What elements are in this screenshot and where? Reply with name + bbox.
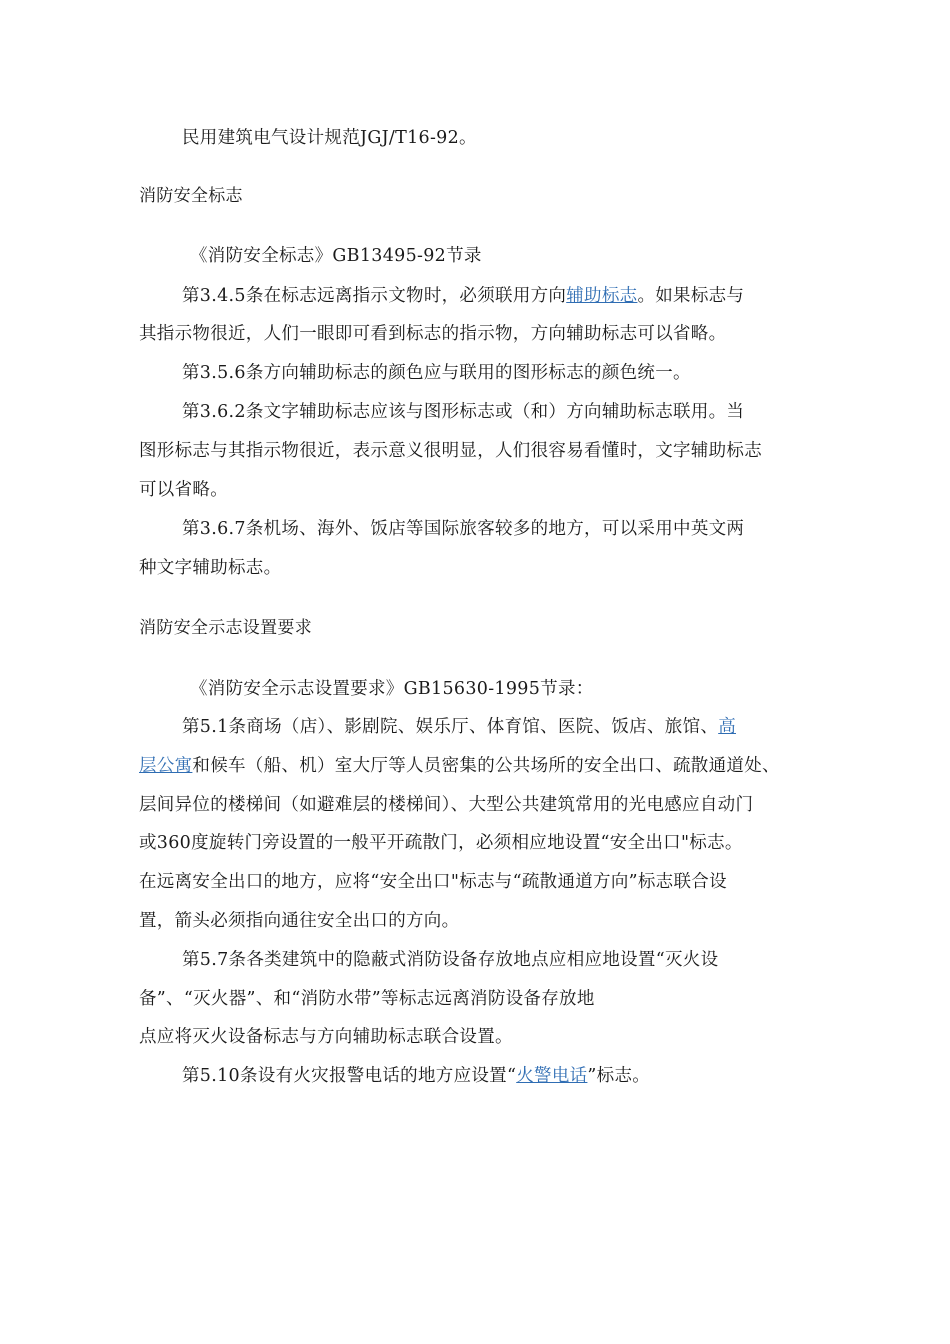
intro-text: 民用建筑电气设计规范JGJ/T16-92。 xyxy=(182,128,477,148)
source-note-gb15630: 《消防安全示志设置要求》GB15630-1995节录： xyxy=(190,679,594,699)
section-heading-sign-requirements: 消防安全示志设置要求 xyxy=(139,618,312,638)
clause-text: 第5.1条商场（店）、影剧院、娱乐厅、体育馆、医院、饭店、旅馆、 xyxy=(182,717,719,737)
clause-5-1-line4: 或360度旋转门旁设置的一般平开疏散门，必须相应地设置“安全出口"标志。 xyxy=(139,833,743,853)
clause-5-1-line1 xyxy=(182,715,872,739)
clause-3-6-7-line1: 第3.6.7条机场、海外、饭店等国际旅客较多的地方，可以采用中英文两 xyxy=(182,519,745,539)
clause-5-1-line6: 置，箭头必须指向通往安全出口的方向。 xyxy=(139,911,460,931)
clause-3-4-5-line1 xyxy=(182,284,872,308)
fire-alarm-phone-link[interactable]: 火警电话 xyxy=(516,1066,588,1086)
clause-5-7-line1: 第5.7条各类建筑中的隐蔽式消防设备存放地点应相应地设置“灭火设 xyxy=(182,950,719,970)
auxiliary-sign-link[interactable]: 辅助标志 xyxy=(566,286,638,306)
clause-5-10 xyxy=(182,1064,872,1088)
clause-5-1-line3: 层间异位的楼梯间（如避难层的楼梯间）、大型公共建筑常用的光电感应自动门 xyxy=(139,795,754,815)
clause-5-1-line2 xyxy=(139,754,829,778)
clause-text: ”标志。 xyxy=(587,1066,651,1086)
clause-3-4-5-line2: 其指示物很近，人们一眼即可看到标志的指示物，方向辅助标志可以省略。 xyxy=(139,324,727,344)
high-rise-apartment-link[interactable]: 高 xyxy=(718,717,736,737)
clause-3-6-2-line1: 第3.6.2条文字辅助标志应该与图形标志或（和）方向辅助标志联用。当 xyxy=(182,402,745,422)
clause-3-6-2-line3: 可以省略。 xyxy=(139,480,228,500)
clause-text: 第3.4.5条在标志远离指示文物时，必须联用方向 xyxy=(182,286,567,306)
clause-text: 第5.10条设有火灾报警电话的地方应设置“ xyxy=(182,1066,517,1086)
intro-paragraph xyxy=(182,126,872,150)
clause-3-6-7-line2: 种文字辅助标志。 xyxy=(139,558,282,578)
source-note-gb13495: 《消防安全标志》GB13495-92节录 xyxy=(190,246,482,266)
high-rise-apartment-link[interactable]: 层公寓 xyxy=(139,756,193,776)
clause-5-7-line3: 点应将灭火设备标志与方向辅助标志联合设置。 xyxy=(139,1027,513,1047)
section-heading-fire-safety-signs: 消防安全标志 xyxy=(139,186,243,206)
clause-3-5-6: 第3.5.6条方向辅助标志的颜色应与联用的图形标志的颜色统一。 xyxy=(182,363,691,383)
clause-5-7-line2: 备”、“灭火器”、和“消防水带”等标志远离消防设备存放地 xyxy=(139,989,595,1009)
clause-text: 。如果标志与 xyxy=(637,286,745,306)
clause-text: 和候车（船、机）室大厅等人员密集的公共场所的安全出口、疏散通道处、 xyxy=(192,756,780,776)
clause-3-6-2-line2: 图形标志与其指示物很近，表示意义很明显，人们很容易看懂时，文字辅助标志 xyxy=(139,441,762,461)
clause-5-1-line5: 在远离安全出口的地方，应将“安全出口"标志与“疏散通道方向”标志联合设 xyxy=(139,872,727,892)
